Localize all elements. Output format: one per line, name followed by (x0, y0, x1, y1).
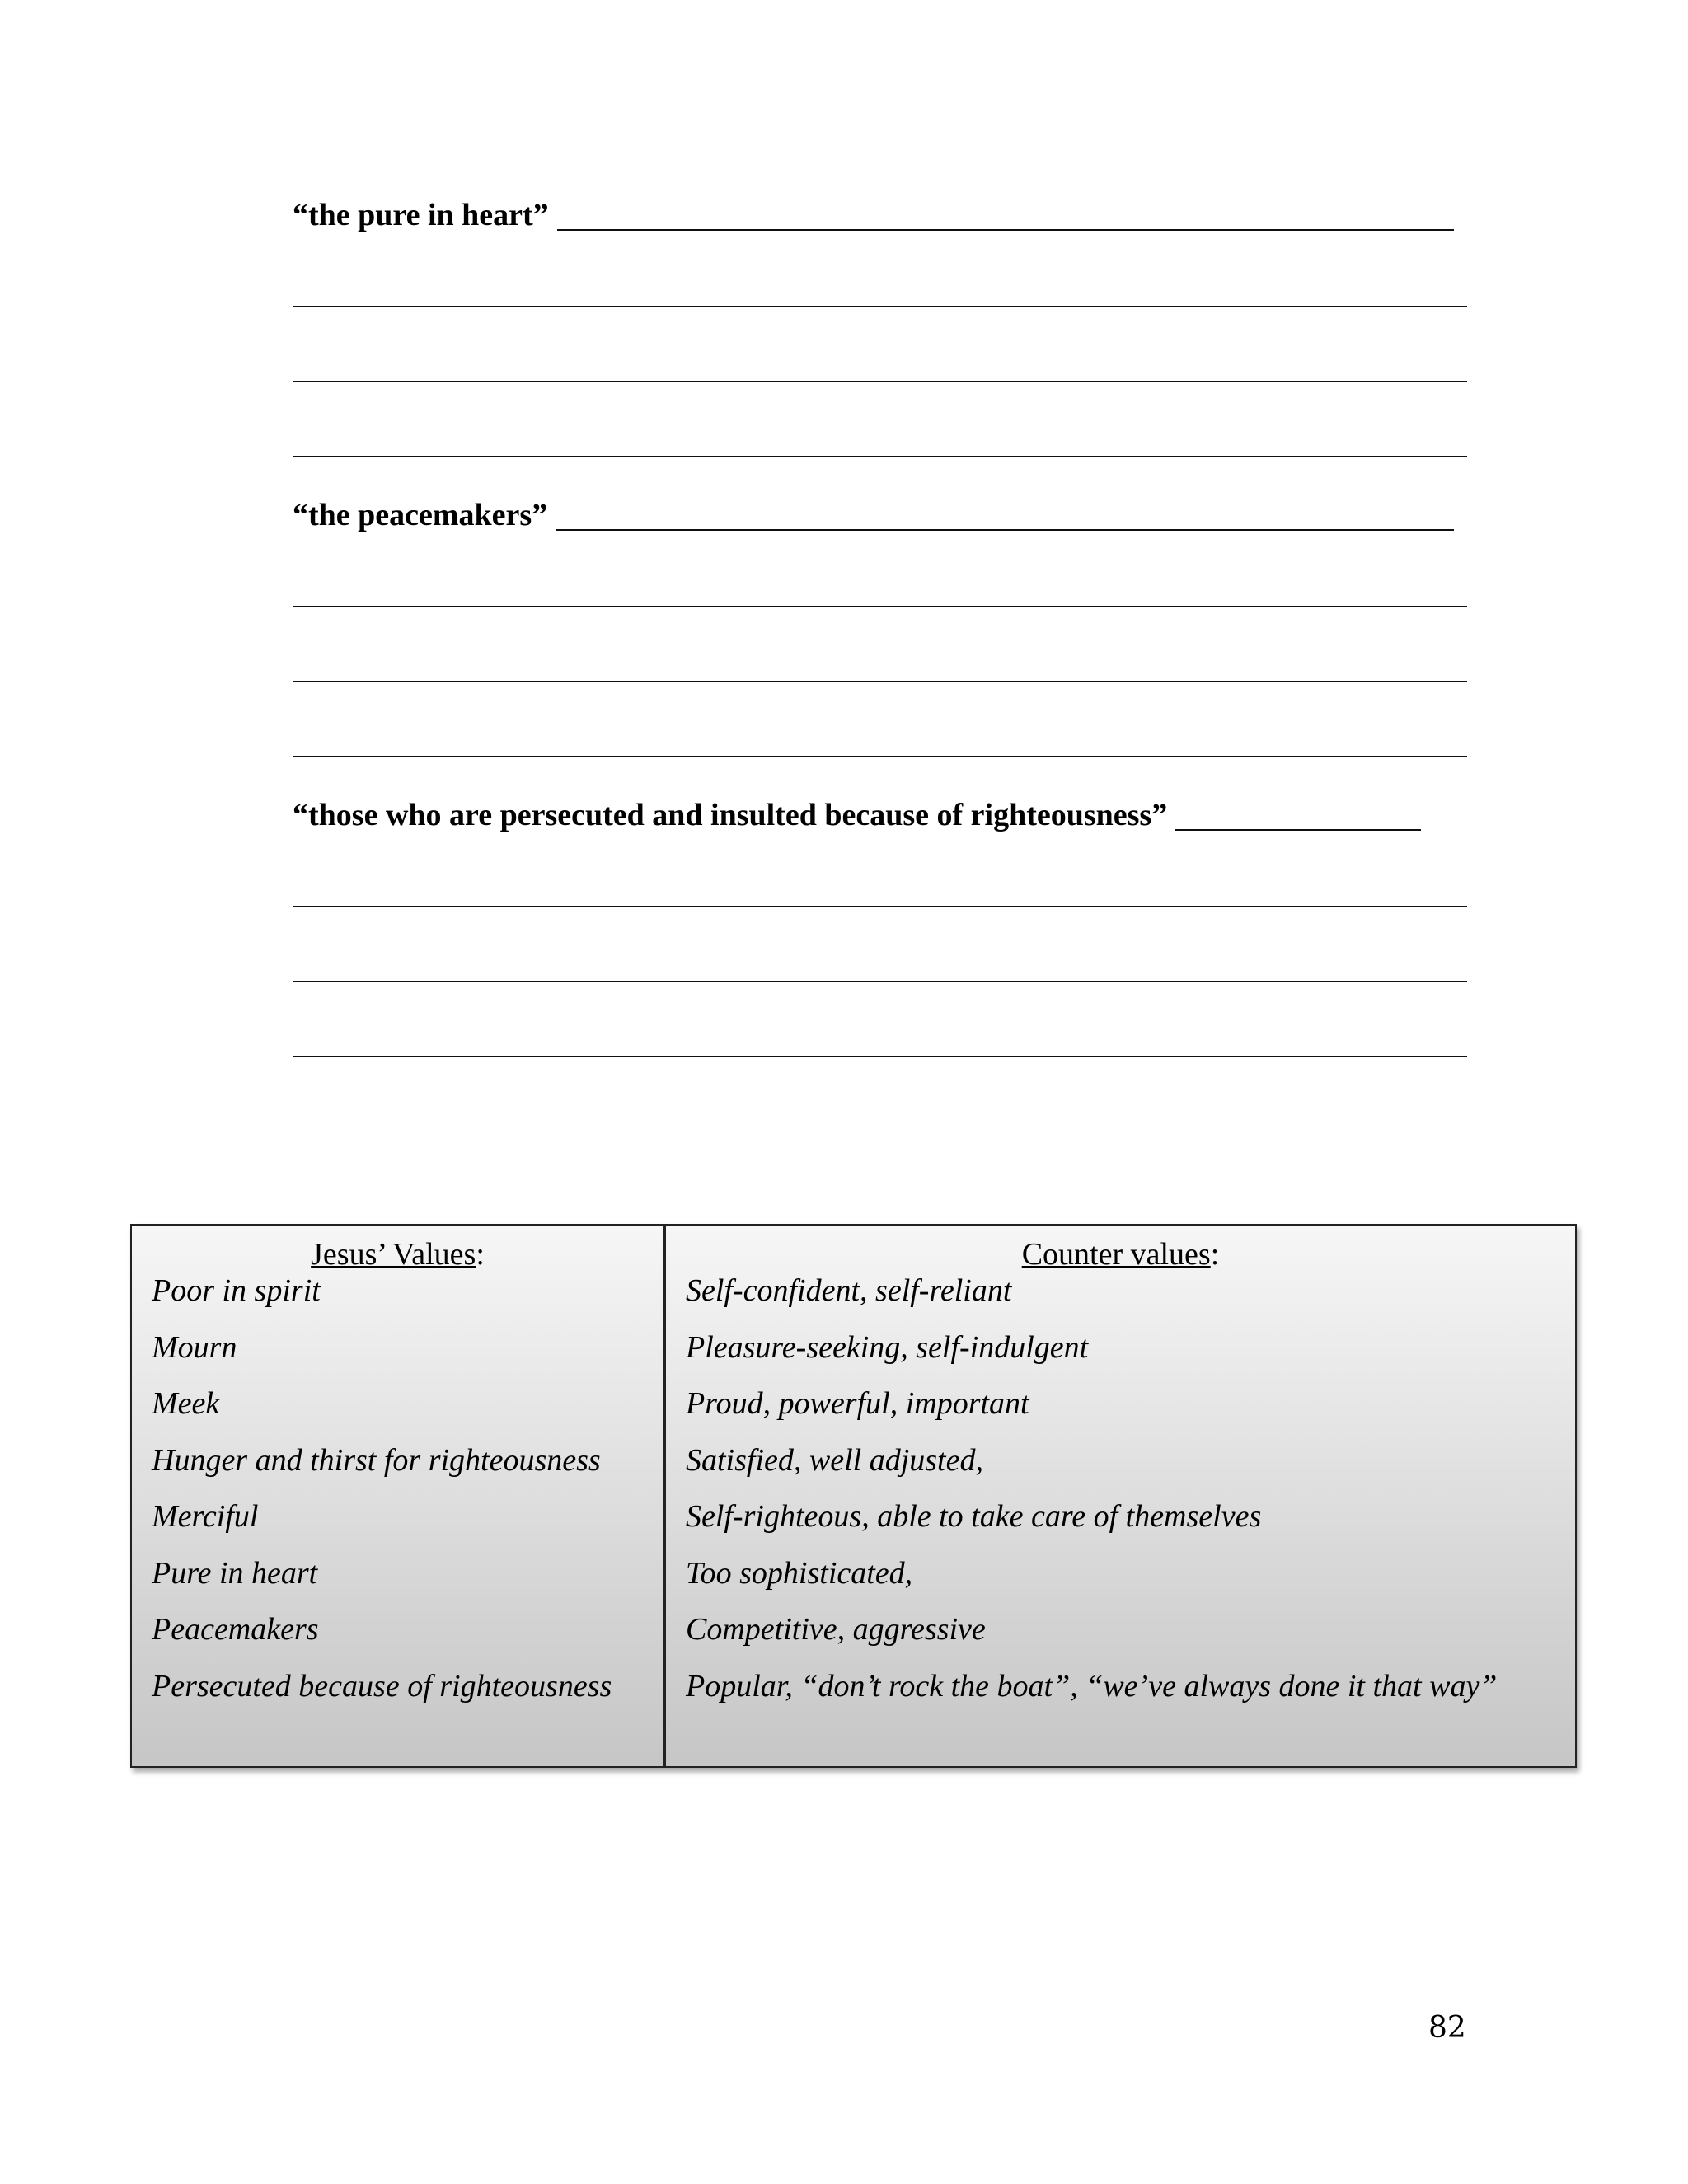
answer-line[interactable] (293, 606, 1467, 607)
list-item: Mourn (152, 1329, 237, 1365)
jesus-values-header (132, 1239, 663, 1270)
list-item: Competitive, aggressive (686, 1612, 986, 1647)
list-item: Peacemakers (152, 1612, 319, 1647)
list-item: Pure in heart (152, 1555, 318, 1591)
list-item: Pleasure-seeking, self-indulgent (686, 1329, 1089, 1365)
counter-values-header (666, 1239, 1575, 1270)
jesus-values-list (152, 1275, 655, 1727)
list-item: Self-righteous, able to take care of themselves (686, 1499, 1262, 1534)
list-item: Persecuted because of righteousness (152, 1668, 612, 1704)
list-item: Satisfied, well adjusted, (686, 1442, 983, 1478)
list-item: Hunger and thirst for righteousness (152, 1442, 601, 1478)
answer-line[interactable] (293, 906, 1467, 907)
jesus-values-column (132, 1226, 666, 1766)
list-item: Popular, “don’t rock the boat”, “we’ve always done it that way” (686, 1668, 1498, 1704)
list-item: Merciful (152, 1499, 259, 1534)
values-comparison-table (130, 1224, 1577, 1768)
list-item: Self-confident, self-reliant (686, 1273, 1012, 1308)
list-item: Too sophisticated, (686, 1555, 913, 1591)
answer-line[interactable] (293, 306, 1467, 307)
jesus-values-header-text: Jesus’ Values (311, 1237, 476, 1272)
list-item: Meek (152, 1386, 220, 1421)
answer-line[interactable] (293, 681, 1467, 682)
counter-values-column (666, 1226, 1575, 1766)
counter-values-list (686, 1275, 1567, 1727)
answer-line[interactable] (293, 981, 1467, 982)
answer-blank[interactable] (1175, 799, 1421, 831)
prompt-peacemakers (293, 499, 1454, 531)
list-item: Proud, powerful, important (686, 1386, 1029, 1421)
prompt-label: “the peacemakers” (293, 498, 548, 532)
answer-blank[interactable] (557, 199, 1454, 231)
list-item: Poor in spirit (152, 1273, 321, 1308)
prompt-persecuted (293, 799, 1421, 831)
answer-line[interactable] (293, 381, 1467, 382)
prompt-label: “those who are persecuted and insulted because of righteousness” (293, 798, 1168, 832)
header-colon: : (476, 1237, 485, 1272)
answer-line[interactable] (293, 456, 1467, 457)
answer-blank[interactable] (556, 499, 1454, 531)
page-number: 82 (1428, 2011, 1466, 2045)
counter-values-header-text: Counter values (1021, 1237, 1211, 1272)
prompt-pure-in-heart (293, 199, 1454, 231)
answer-line[interactable] (293, 1056, 1467, 1057)
prompt-label: “the pure in heart” (293, 198, 549, 232)
header-colon: : (1210, 1237, 1220, 1272)
answer-line[interactable] (293, 756, 1467, 757)
